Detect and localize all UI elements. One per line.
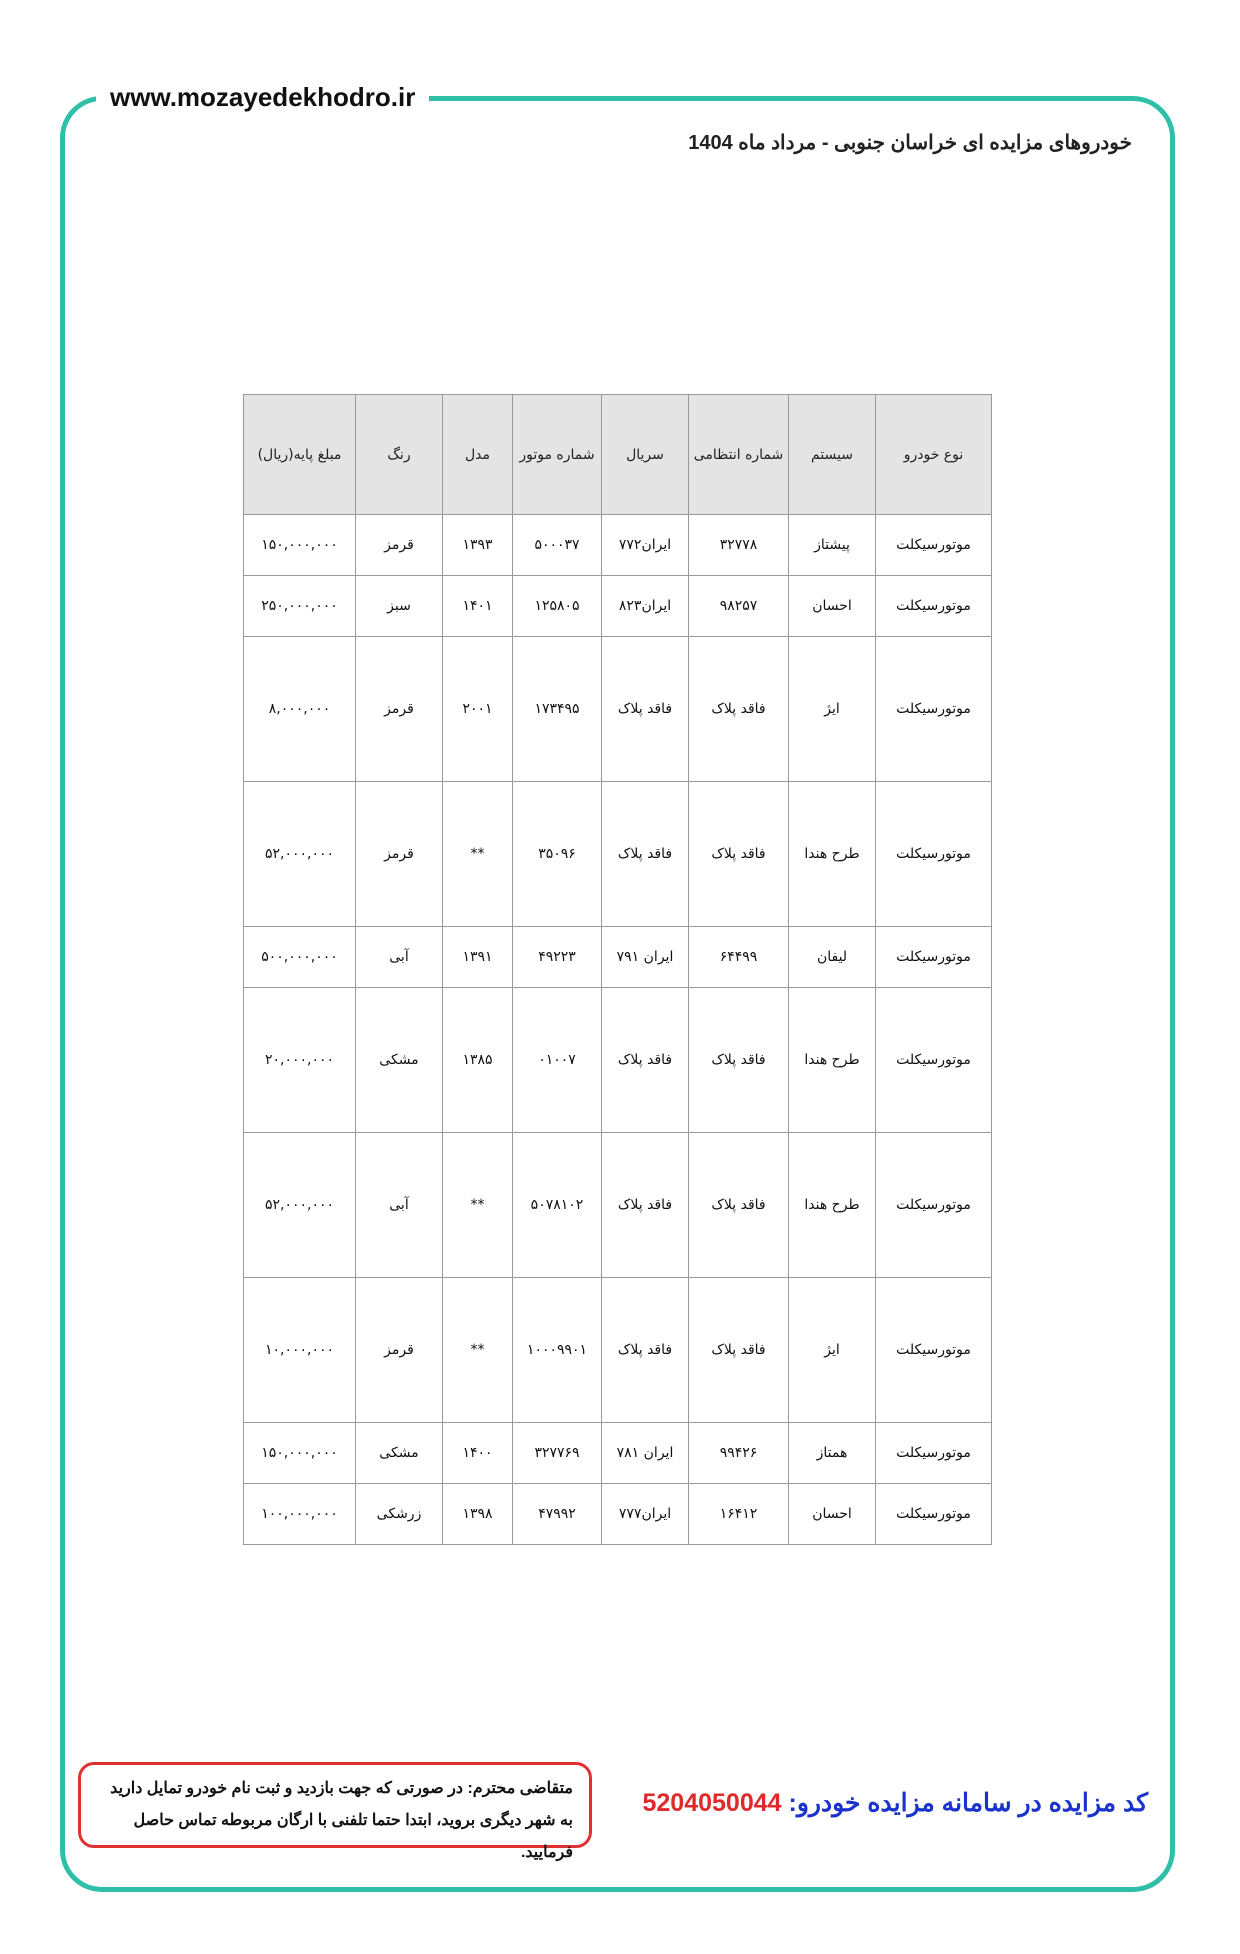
cell-plate: ۶۴۴۹۹	[689, 927, 789, 988]
cell-engine: ۱۲۵۸۰۵	[513, 576, 602, 637]
table-row	[244, 782, 992, 927]
col-system: سیستم	[789, 395, 876, 515]
cell-engine: ۴۹۲۲۳	[513, 927, 602, 988]
page-title: خودروهای مزایده ای خراسان جنوبی - مرداد ماه 1404	[688, 132, 1132, 154]
notice-line-2: به شهر دیگری بروید، ابتدا حتما تلفنی با ارگان مربوطه تماس حاصل فرمایید.	[133, 1812, 573, 1861]
cell-color: آبی	[356, 927, 443, 988]
cell-price: ۲۵۰,۰۰۰,۰۰۰	[244, 576, 356, 637]
table-row	[244, 1133, 992, 1278]
cell-color: آبی	[356, 1133, 443, 1278]
table-row	[244, 1484, 992, 1545]
cell-plate: ۱۶۴۱۲	[689, 1484, 789, 1545]
cell-type: موتورسیکلت	[876, 988, 992, 1133]
cell-type: موتورسیکلت	[876, 1484, 992, 1545]
website-url[interactable]: www.mozayedekhodro.ir	[96, 80, 429, 114]
cell-price: ۱۰۰,۰۰۰,۰۰۰	[244, 1484, 356, 1545]
cell-color: مشکی	[356, 1423, 443, 1484]
cell-color: قرمز	[356, 515, 443, 576]
cell-price: ۱۵۰,۰۰۰,۰۰۰	[244, 515, 356, 576]
cell-serial: فاقد پلاک	[602, 637, 689, 782]
cell-price: ۵۲,۰۰۰,۰۰۰	[244, 782, 356, 927]
cell-price: ۵۲,۰۰۰,۰۰۰	[244, 1133, 356, 1278]
cell-plate: فاقد پلاک	[689, 1133, 789, 1278]
col-base-price: مبلغ پایه(ریال)	[244, 395, 356, 515]
cell-serial: فاقد پلاک	[602, 782, 689, 927]
cell-model: ۱۳۹۸	[443, 1484, 513, 1545]
cell-serial: فاقد پلاک	[602, 1278, 689, 1423]
cell-serial: فاقد پلاک	[602, 1133, 689, 1278]
cell-price: ۵۰۰,۰۰۰,۰۰۰	[244, 927, 356, 988]
cell-model: ۱۴۰۱	[443, 576, 513, 637]
cell-type: موتورسیکلت	[876, 1133, 992, 1278]
cell-serial: ایران ۷۹۱	[602, 927, 689, 988]
cell-system: ایژ	[789, 637, 876, 782]
cell-engine: ۳۵۰۹۶	[513, 782, 602, 927]
cell-color: سبز	[356, 576, 443, 637]
cell-model: ۱۳۹۱	[443, 927, 513, 988]
cell-type: موتورسیکلت	[876, 515, 992, 576]
cell-model: ۱۴۰۰	[443, 1423, 513, 1484]
table-row	[244, 927, 992, 988]
cell-price: ۱۰,۰۰۰,۰۰۰	[244, 1278, 356, 1423]
cell-type: موتورسیکلت	[876, 576, 992, 637]
auction-code	[643, 1788, 1149, 1818]
cell-type: موتورسیکلت	[876, 782, 992, 927]
cell-system: احسان	[789, 1484, 876, 1545]
cell-system: احسان	[789, 576, 876, 637]
cell-model: ۲۰۰۱	[443, 637, 513, 782]
cell-plate: ۳۲۷۷۸	[689, 515, 789, 576]
cell-plate: فاقد پلاک	[689, 637, 789, 782]
cell-serial: فاقد پلاک	[602, 988, 689, 1133]
auction-table	[243, 394, 992, 1545]
cell-serial: ایران۸۲۳	[602, 576, 689, 637]
cell-plate: فاقد پلاک	[689, 782, 789, 927]
cell-color: مشکی	[356, 988, 443, 1133]
cell-system: همتاز	[789, 1423, 876, 1484]
cell-model: ۱۳۸۵	[443, 988, 513, 1133]
cell-engine: ۵۰۷۸۱۰۲	[513, 1133, 602, 1278]
cell-color: قرمز	[356, 637, 443, 782]
cell-serial: ایران۷۷۲	[602, 515, 689, 576]
table-row	[244, 515, 992, 576]
cell-serial: ایران۷۷۷	[602, 1484, 689, 1545]
col-engine-number: شماره موتور	[513, 395, 602, 515]
cell-system: پیشتاز	[789, 515, 876, 576]
cell-model: **	[443, 1133, 513, 1278]
cell-color: قرمز	[356, 782, 443, 927]
cell-plate: ۹۹۴۲۶	[689, 1423, 789, 1484]
cell-engine: ۰۱۰۰۷	[513, 988, 602, 1133]
cell-engine: ۱۰۰۰۹۹۰۱	[513, 1278, 602, 1423]
cell-price: ۲۰,۰۰۰,۰۰۰	[244, 988, 356, 1133]
cell-color: زرشکی	[356, 1484, 443, 1545]
cell-system: ایژ	[789, 1278, 876, 1423]
col-plate-number: شماره انتظامی	[689, 395, 789, 515]
cell-system: طرح هندا	[789, 782, 876, 927]
table-row	[244, 988, 992, 1133]
cell-plate: فاقد پلاک	[689, 988, 789, 1133]
cell-price: ۸,۰۰۰,۰۰۰	[244, 637, 356, 782]
col-serial: سریال	[602, 395, 689, 515]
cell-engine: ۱۷۳۴۹۵	[513, 637, 602, 782]
cell-engine: ۳۲۷۷۶۹	[513, 1423, 602, 1484]
col-model: مدل	[443, 395, 513, 515]
table-row	[244, 576, 992, 637]
table-header-row	[244, 395, 992, 515]
cell-engine: ۴۷۹۹۲	[513, 1484, 602, 1545]
cell-serial: ایران ۷۸۱	[602, 1423, 689, 1484]
auction-code-value: 5204050044	[642, 1789, 782, 1817]
notice-box	[78, 1762, 592, 1861]
cell-type: موتورسیکلت	[876, 637, 992, 782]
cell-system: طرح هندا	[789, 1133, 876, 1278]
cell-model: **	[443, 782, 513, 927]
cell-type: موتورسیکلت	[876, 1278, 992, 1423]
cell-price: ۱۵۰,۰۰۰,۰۰۰	[244, 1423, 356, 1484]
cell-model: ۱۳۹۳	[443, 515, 513, 576]
notice-line-1: متقاضی محترم: در صورتی که جهت بازدید و ثبت نام خودرو تمایل دارید	[110, 1780, 573, 1797]
table-row	[244, 637, 992, 782]
cell-model: **	[443, 1278, 513, 1423]
cell-plate: ۹۸۲۵۷	[689, 576, 789, 637]
col-vehicle-type: نوع خودرو	[876, 395, 992, 515]
cell-engine: ۵۰۰۰۳۷	[513, 515, 602, 576]
auction-code-label: کد مزایده در سامانه مزایده خودرو:	[788, 1789, 1148, 1817]
cell-system: طرح هندا	[789, 988, 876, 1133]
cell-type: موتورسیکلت	[876, 927, 992, 988]
cell-color: قرمز	[356, 1278, 443, 1423]
table-row	[244, 1423, 992, 1484]
table-row	[244, 1278, 992, 1423]
cell-system: لیفان	[789, 927, 876, 988]
cell-type: موتورسیکلت	[876, 1423, 992, 1484]
col-color: رنگ	[356, 395, 443, 515]
cell-plate: فاقد پلاک	[689, 1278, 789, 1423]
